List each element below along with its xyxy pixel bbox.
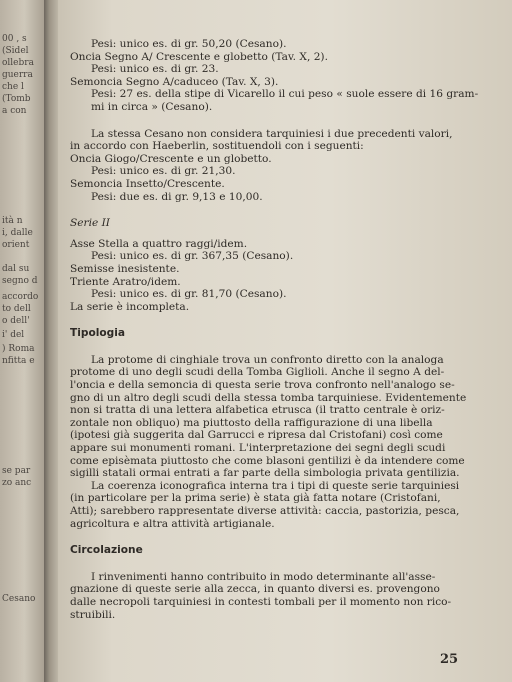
left-page-fragment: a con <box>2 106 27 116</box>
series1-line: Semoncia Segno A/caduceo (Tav. X, 3). <box>70 75 279 88</box>
left-page-fragment: dal su <box>2 264 30 274</box>
left-page-fragment: Cesano <box>2 594 36 604</box>
book-gutter <box>44 0 58 682</box>
left-page-fragment: o dell' <box>2 316 30 326</box>
paragraph-line: Atti); sarebbero rappresentate diverse attività: caccia, pastorizia, pesca, <box>70 505 460 517</box>
left-page-fragment: ) Roma <box>2 344 35 354</box>
left-page-fragment: to dell <box>2 304 31 314</box>
series2-line: Asse Stella a quattro raggi/idem. <box>70 237 248 250</box>
left-page-fragment: (Tomb <box>2 94 31 104</box>
left-page-fragment: ollebra <box>2 58 34 68</box>
paragraph-line: I rinvenimenti hanno contribuito in modo determinante all'asse- <box>91 570 436 583</box>
haeberlin-line: Semoncia Insetto/Crescente. <box>70 177 225 190</box>
haeberlin-line: Oncia Giogo/Crescente e un globetto. <box>70 152 272 165</box>
left-page-fragment: che l <box>2 82 24 92</box>
haeberlin-line: La stessa Cesano non considera tarquiniesi i due precedenti valori, <box>91 127 453 140</box>
series1-line: mi in circa » (Cesano). <box>91 100 213 113</box>
haeberlin-block <box>70 128 490 204</box>
left-page-fragment: se par <box>2 466 31 476</box>
left-page-fragment: 00 , s <box>2 34 27 44</box>
paragraph-line: dalle necropoli tarquiniesi in contesti tombali per il momento non rico- <box>70 595 452 608</box>
left-page-fragment: guerra <box>2 70 33 80</box>
left-page-fragment: i, dalle <box>2 228 33 238</box>
left-page-fragment: zo anc <box>2 478 32 488</box>
page-content <box>70 38 490 621</box>
paragraph-line: gno di un altro degli scudi della stessa tomba tarquiniese. Evidentemente <box>70 391 467 404</box>
paragraph-line: La coerenza iconografica interna tra i tipi di queste serie tarquiniesi <box>91 479 460 492</box>
tipologia-title: Tipologia <box>70 327 125 340</box>
left-page-fragment: accordo <box>2 292 39 302</box>
circolazione-paragraph <box>70 571 490 621</box>
left-page-edge <box>0 0 44 682</box>
series1-line: Pesi: 27 es. della stipe di Vicarello il cui peso « suole essere di 16 gram- <box>91 88 479 101</box>
series2-line: Semisse inesistente. <box>70 262 180 275</box>
series2-block <box>70 238 490 314</box>
paragraph-line: protome di uno degli scudi della Tomba Giglioli. Anche il segno A del- <box>70 366 445 379</box>
left-page-fragment: ità n <box>2 216 23 226</box>
series1-line: Pesi: unico es. di gr. 23. <box>91 63 219 76</box>
paragraph-line: struibili. <box>70 608 116 621</box>
series1-line: Pesi: unico es. di gr. 50,20 (Cesano). <box>91 38 287 50</box>
paragraph-line: La protome di cinghiale trova un confronto diretto con la analoga <box>91 353 444 366</box>
series2-heading: Serie II <box>70 217 110 230</box>
series2-line: Pesi: unico es. di gr. 367,35 (Cesano). <box>91 250 294 263</box>
tipologia-paragraph-1 <box>70 354 490 480</box>
paragraph-line: come episèmata piuttosto che come blasoni gentilizi è da intendere come <box>70 454 465 467</box>
paragraph-line: sigilli statali ormai entrati a far parte della simbologia privata gentilizia. <box>70 467 460 480</box>
paragraph-line: (ipotesi già suggerita dal Garrucci e ripresa dal Cristofani) così come <box>70 429 443 442</box>
page-number: 25 <box>440 652 459 667</box>
paragraph-line: non si tratta di una lettera alfabetica etrusca (il tratto centrale è oriz- <box>70 404 445 417</box>
left-page-fragment: nfitta e <box>2 356 35 366</box>
series2-line: La serie è incompleta. <box>70 300 190 313</box>
paragraph-line: gnazione di queste serie alla zecca, in quanto diversi es. provengono <box>70 583 440 596</box>
series2-line: Triente Aratro/idem. <box>70 275 181 288</box>
series1-block <box>70 38 490 114</box>
paragraph-line: zontale non obliquo) ma piuttosto della raffigurazione di una libella <box>70 416 433 429</box>
paragraph-line: (in particolare per la prima serie) è stata già fatta notare (Cristofani, <box>70 492 441 505</box>
haeberlin-line: Pesi: unico es. di gr. 21,30. <box>91 165 236 178</box>
series1-line: Oncia Segno A/ Crescente e globetto (Tav. X, 2). <box>70 50 328 63</box>
left-page-fragment: (Sidel <box>2 46 29 56</box>
left-page-fragment: orient <box>2 240 30 250</box>
haeberlin-line: in accordo con Haeberlin, sostituendoli con i seguenti: <box>70 140 364 153</box>
paragraph-line: agricoltura e altra attività artigianale. <box>70 517 275 530</box>
paragraph-line: l'oncia e della semoncia di questa serie trova confronto nell'analogo se- <box>70 379 455 392</box>
haeberlin-line: Pesi: due es. di gr. 9,13 e 10,00. <box>91 190 263 203</box>
paragraph-line: appare sui monumenti romani. L'interpretazione dei segni degli scudi <box>70 442 446 455</box>
left-page-fragment: segno d <box>2 276 38 286</box>
left-page-fragment: i' del <box>2 330 25 340</box>
series2-line: Pesi: unico es. di gr. 81,70 (Cesano). <box>91 288 287 301</box>
right-page <box>58 0 512 682</box>
circolazione-title: Circolazione <box>70 544 143 557</box>
tipologia-paragraph-2 <box>70 480 490 530</box>
